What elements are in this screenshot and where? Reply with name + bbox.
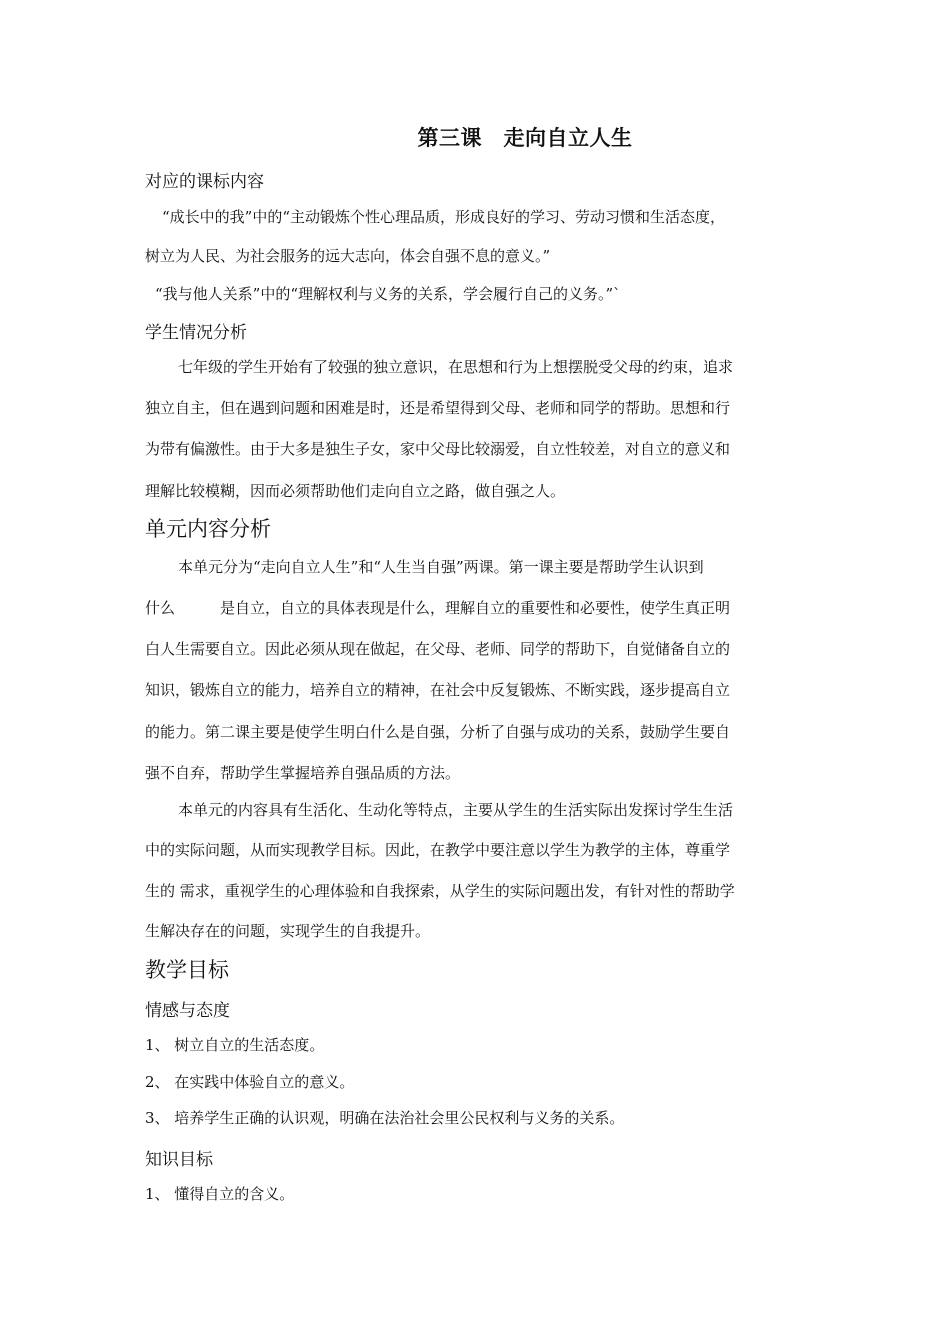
students-line-2: 独立自主，但在遇到问题和困难是时，还是希望得到父母、老师和同学的帮助。思想和行 — [145, 399, 731, 417]
students-line-1: 七年级的学生开始有了较强的独立意识，在思想和行为上想摆脱受父母的约束，追求 — [178, 358, 734, 376]
unit-p2-line-4: 生解决存在的问题，实现学生的自我提升。 — [145, 922, 431, 940]
unit-p1-line-4: 知识，锻炼自立的能力，培养自立的精神，在社会中反复锻炼、不断实践，逐步提高自立 — [145, 681, 731, 699]
unit-p1-line-3: 白人生需要自立。因此必须从现在做起，在父母、老师、同学的帮助下，自觉储备自立的 — [145, 640, 731, 658]
unit-p1-line-6: 强不自弃，帮助学生掌握培养自强品质的方法。 — [145, 764, 461, 782]
page-title: 第三课 走向自立人生 — [417, 126, 633, 150]
standards-line-3: “我与他人关系”中的“理解权利与义务的关系，学会履行自己的义务。”` — [155, 285, 621, 303]
heading-students: 学生情况分析 — [145, 323, 247, 343]
standards-line-2: 树立为人民、为社会服务的远大志向，体会自强不息的意义。” — [145, 247, 551, 265]
heading-standards: 对应的课标内容 — [145, 172, 264, 192]
emotion-item-2: 2、 在实践中体验自立的意义。 — [145, 1073, 355, 1091]
unit-p1-line-5: 的能力。第二课主要是使学生明白什么是自强，分析了自强与成功的关系，鼓励学生要自 — [145, 723, 731, 741]
emotion-item-3: 3、 培养学生正确的认识观，明确在法治社会里公民权利与义务的关系。 — [145, 1109, 625, 1127]
emotion-item-1: 1、 树立自立的生活态度。 — [145, 1036, 325, 1054]
students-line-4: 理解比较模糊，因而必须帮助他们走向自立之路，做自强之人。 — [145, 482, 566, 500]
unit-p1-line-2: 什么 是自立，自立的具体表现是什么，理解自立的重要性和必要性，使学生真正明 — [145, 599, 731, 617]
unit-p2-line-1: 本单元的内容具有生活化、生动化等特点，主要从学生的生活实际出发探讨学生生活 — [178, 801, 734, 819]
knowledge-item-1: 1、 懂得自立的含义。 — [145, 1185, 295, 1203]
heading-goals: 教学目标 — [145, 958, 229, 982]
standards-line-1: “成长中的我”中的“主动锻炼个性心理品质，形成良好的学习、劳动习惯和生活态度， — [162, 208, 726, 226]
heading-knowledge: 知识目标 — [145, 1150, 213, 1170]
heading-emotion: 情感与态度 — [145, 1001, 230, 1021]
heading-unit: 单元内容分析 — [145, 517, 271, 541]
unit-p2-line-2: 中的实际问题，从而实现教学目标。因此，在教学中要注意以学生为教学的主体，尊重学 — [145, 841, 731, 859]
students-line-3: 为带有偏激性。由于大多是独生子女，家中父母比较溺爱，自立性较差，对自立的意义和 — [145, 440, 731, 458]
unit-p1-line-1: 本单元分为“走向自立人生”和“人生当自强”两课。第一课主要是帮助学生认识到 — [178, 558, 704, 576]
unit-p2-line-3: 生的 需求，重视学生的心理体验和自我探索，从学生的实际问题出发，有针对性的帮助学 — [145, 882, 735, 900]
